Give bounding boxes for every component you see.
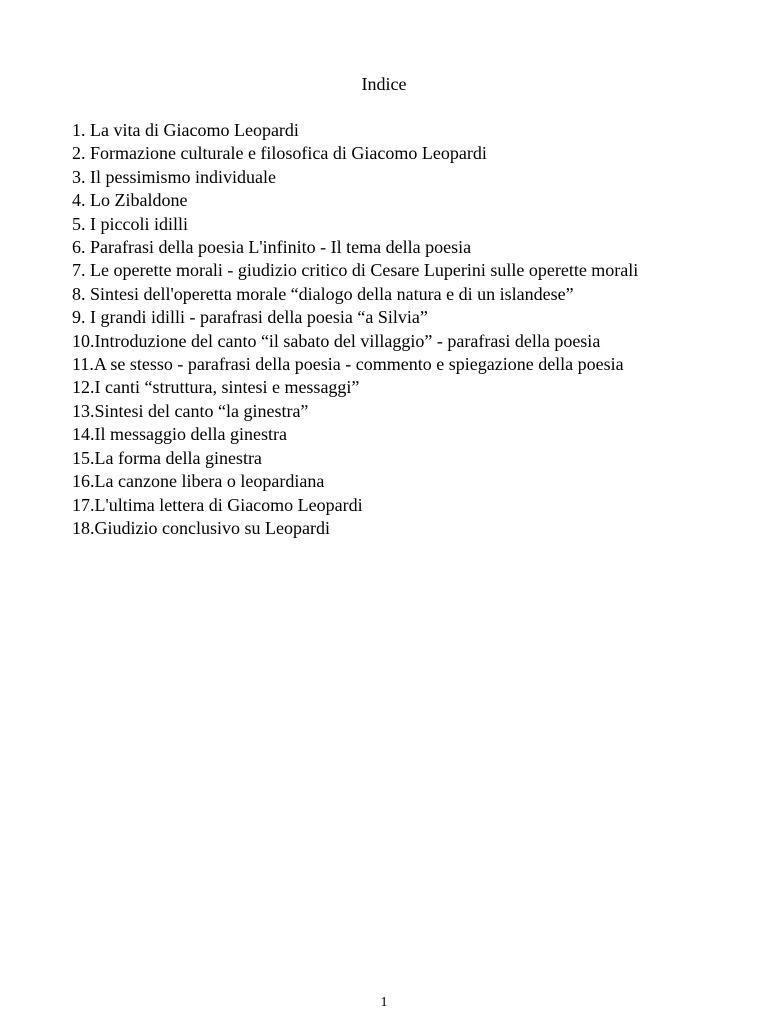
toc-item-text: La forma della ginestra [94,447,262,468]
toc-item-text: Il messaggio della ginestra [94,424,287,445]
toc-item-number: 11. [72,354,94,375]
toc-item-text: I piccoli idilli [90,213,188,234]
toc-item-text: I grandi idilli - parafrasi della poesia “a Silvia” [90,307,428,328]
toc-item-number: 12. [72,377,95,398]
toc-item [72,236,712,259]
toc-item-text: Sintesi del canto “la ginestra” [94,400,309,421]
toc-item [72,213,712,236]
toc-item-text: Formazione culturale e filosofica di Giacomo Leopardi [90,143,487,164]
toc-item-number: 18. [72,517,95,538]
toc-item [72,353,712,376]
toc-item-number: 16. [72,471,95,492]
toc-item-text: Lo Zibaldone [90,190,188,211]
toc-item-text: A se stesso - parafrasi della poesia - commento e spiegazione della poesia [93,354,624,375]
toc-item [72,376,712,399]
toc-item [72,306,712,329]
toc-item [72,330,712,353]
toc-item-text: Giudizio conclusivo su Leopardi [94,517,330,538]
page-title: Indice [361,74,407,94]
toc-item [72,423,712,446]
toc-item-text: La canzone libera o leopardiana [94,471,325,492]
toc-item-number: 13. [72,400,95,421]
toc-item [72,283,712,306]
toc-item-number: 1. [72,120,90,140]
toc-item [72,142,712,165]
toc-item-number: 15. [72,447,95,468]
toc-item-number: 8. [72,283,86,304]
toc-item-text: Parafrasi della poesia L'infinito - Il tema della poesia [90,237,472,258]
toc-item [72,259,712,282]
toc-item [72,447,712,470]
toc-item-number: 2. [72,143,90,164]
toc-item [72,400,712,423]
toc-item [72,470,712,493]
toc-item-text: I canti “struttura, sintesi e messaggi” [94,377,360,398]
toc-item [72,189,712,212]
toc-item-text: Sintesi dell'operetta morale “dialogo della natura e di un islandese” [90,283,574,304]
toc-item [72,119,712,142]
toc-item-number: 17. [72,494,95,515]
toc-item-text: La vita di Giacomo Leopardi [90,120,299,140]
table-of-contents [72,119,712,540]
page-number: 1 [380,995,388,1010]
toc-item-number: 4. [72,190,90,211]
toc-item-text: Il pessimismo individuale [90,166,276,187]
toc-item-number: 9. [72,307,86,328]
toc-item-number: 14. [72,424,95,445]
toc-item [72,494,712,517]
toc-item-number: 7. [72,260,86,281]
toc-item-number: 6. [72,237,86,258]
toc-item-number: 5. [72,213,86,234]
toc-item-number: 3. [72,166,90,187]
toc-item-text: Le operette morali - giudizio critico di Cesare Luperini sulle operette morali [90,260,639,281]
toc-item-text: Introduzione del canto “il sabato del villaggio” - parafrasi della poesia [94,330,601,351]
toc-item-number: 10. [72,330,95,351]
toc-item [72,166,712,189]
toc-item [72,517,712,540]
toc-item-text: L'ultima lettera di Giacomo Leopardi [94,494,363,515]
